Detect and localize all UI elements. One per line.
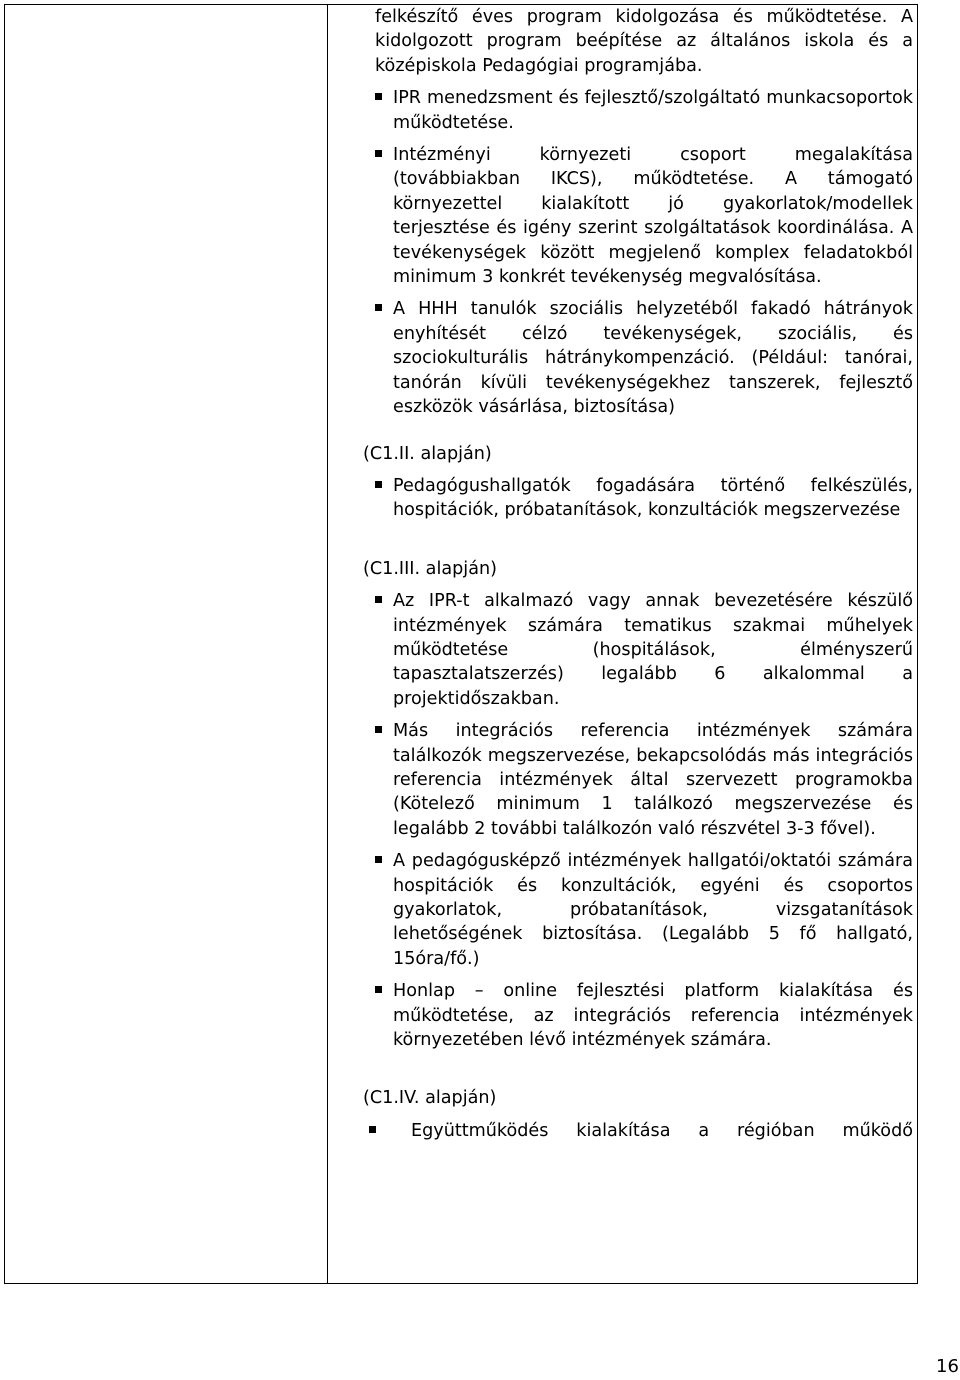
- list-item: Az IPR-t alkalmazó vagy annak bevezetésére készülő intézmények számára tematikus szakmai műhelyek működtetése (hospitálások, élményszerű tapasztalatszerzés) legalább 6 alkalommal a projektidőszakban.: [375, 589, 913, 711]
- square-bullet-icon: [375, 986, 382, 993]
- list-item: Intézményi környezeti csoport megalakítása (továbbiakban IKCS), működtetése. A támogató környezettel kialakított jó gyakorlatok/modellek terjesztése és igény szerint szolgáltatások koordinálása. A tevékenységek között megjelenő komplex feladatokból minimum 3 konkrét tevékenység megvalósítása.: [375, 143, 913, 289]
- section-heading: (C1.II. alapján): [363, 443, 492, 464]
- column-divider: [327, 5, 328, 1283]
- list-item: Más integrációs referencia intézmények számára találkozók megszervezése, bekapcsolódás más integrációs referencia intézmények által szervezett programokba (Kötelező minimum 1 találkozó megszervezése és legalább 2 további találkozón való részvétel 3-3 fővel).: [375, 719, 913, 841]
- list-item: Pedagógushallgatók fogadására történő felkészülés, hospitációk, próbatanítások, konzultációk megszervezése: [375, 474, 913, 523]
- list-item: Honlap – online fejlesztési platform kialakítása és működtetése, az integrációs referencia intézmények környezetében lévő intézmények számára.: [375, 979, 913, 1052]
- right-cell: [363, 5, 913, 1143]
- square-bullet-icon: [375, 93, 382, 100]
- square-bullet-icon: [369, 1126, 376, 1133]
- paragraph-continued: felkészítő éves program kidolgozása és működtetése. A kidolgozott program beépítése az általános iskola és a középiskola Pedagógiai programjába.: [375, 7, 913, 76]
- list-item: A HHH tanulók szociális helyzetéből fakadó hátrányok enyhítését célzó tevékenységek, szociális, és szociokulturális hátránykompenzáció. (Például: tanórai, tanórán kívüli tevékenységekhez tanszerek, fejlesztő eszközök vásárlása, biztosítása): [375, 297, 913, 419]
- section-heading: (C1.IV. alapján): [363, 1088, 497, 1109]
- page-number: 16: [936, 1356, 959, 1377]
- square-bullet-icon: [375, 150, 382, 157]
- square-bullet-icon: [375, 481, 382, 488]
- square-bullet-icon: [375, 596, 382, 603]
- content-table: [4, 4, 918, 1284]
- square-bullet-icon: [375, 304, 382, 311]
- list-item: A pedagógusképző intézmények hallgatói/oktatói számára hospitációk és konzultációk, egyéni és csoportos gyakorlatok, próbatanítások, vizsgatanítások lehetőségének biztosítása. (Legalább 5 fő hallgató, 15óra/fő.): [375, 849, 913, 971]
- list-item: Együttműködés kialakítása a régióban működő: [375, 1119, 913, 1143]
- list-item: IPR menedzsment és fejlesztő/szolgáltató munkacsoportok működtetése.: [375, 86, 913, 135]
- square-bullet-icon: [375, 856, 382, 863]
- section-heading: (C1.III. alapján): [363, 558, 497, 579]
- square-bullet-icon: [375, 726, 382, 733]
